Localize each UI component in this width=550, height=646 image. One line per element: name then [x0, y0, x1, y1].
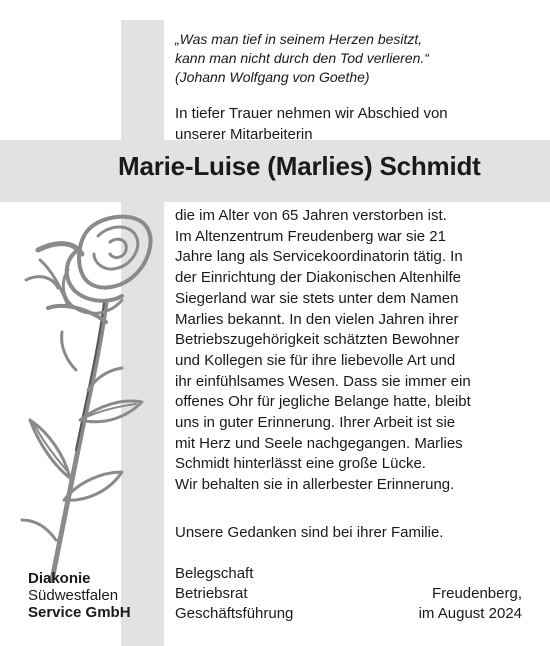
signers-list — [175, 564, 293, 624]
organization-line-3: Service GmbH — [28, 604, 131, 621]
signer-item: Betriebsrat — [175, 585, 248, 602]
organization-name — [28, 570, 131, 621]
deceased-name: Marie-Luise (Marlies) Schmidt — [118, 151, 481, 181]
signer-item: Geschäftsführung — [175, 605, 294, 622]
obituary-text: die im Alter von 65 Jahren verstorben ist. Im Altenzentrum Freudenberg war sie 21 Jahre lang als Servicekoordinatorin tätig. In der Einrichtung der Diakonischen Altenhilfe Siegerland war sie stets unter dem Namen Marlies bekannt. In den vielen Jahren ihrer Betriebszugehörigkeit schätzten Bewohner und Kollegen sie für ihre liebevolle Art und ihr einfühlsames Wesen. Dass sie immer ein offenes Ohr für jegliche Belange hatte, bleibt uns in guter Erinnerung. Ihrer Arbeit ist sie mit Herz und Seele nachgegangen. Marlies Schmidt hinterlässt eine große Lücke. Wir behalten sie in allerbester Erinnerung. — [175, 207, 471, 494]
signer-item: Belegschaft — [175, 565, 254, 582]
place: Freudenberg, — [431, 585, 522, 602]
rose-line-drawing-icon — [18, 210, 168, 600]
place-date — [419, 584, 522, 624]
closing-line: Unsere Gedanken sind bei ihrer Familie. — [175, 524, 444, 541]
organization-line-2: Südwestfalen — [28, 587, 119, 604]
organization-line-1: Diakonie — [28, 570, 91, 587]
goethe-quote: „Was man tief in seinem Herzen besitzt, kann man nicht durch den Tod verlieren.“ (Johann Wolfgang von Goethe) — [175, 31, 429, 85]
mourning-intro: In tiefer Trauer nehmen wir Abschied von unserer Mitarbeiterin — [175, 105, 448, 143]
date: im August 2024 — [418, 605, 522, 622]
